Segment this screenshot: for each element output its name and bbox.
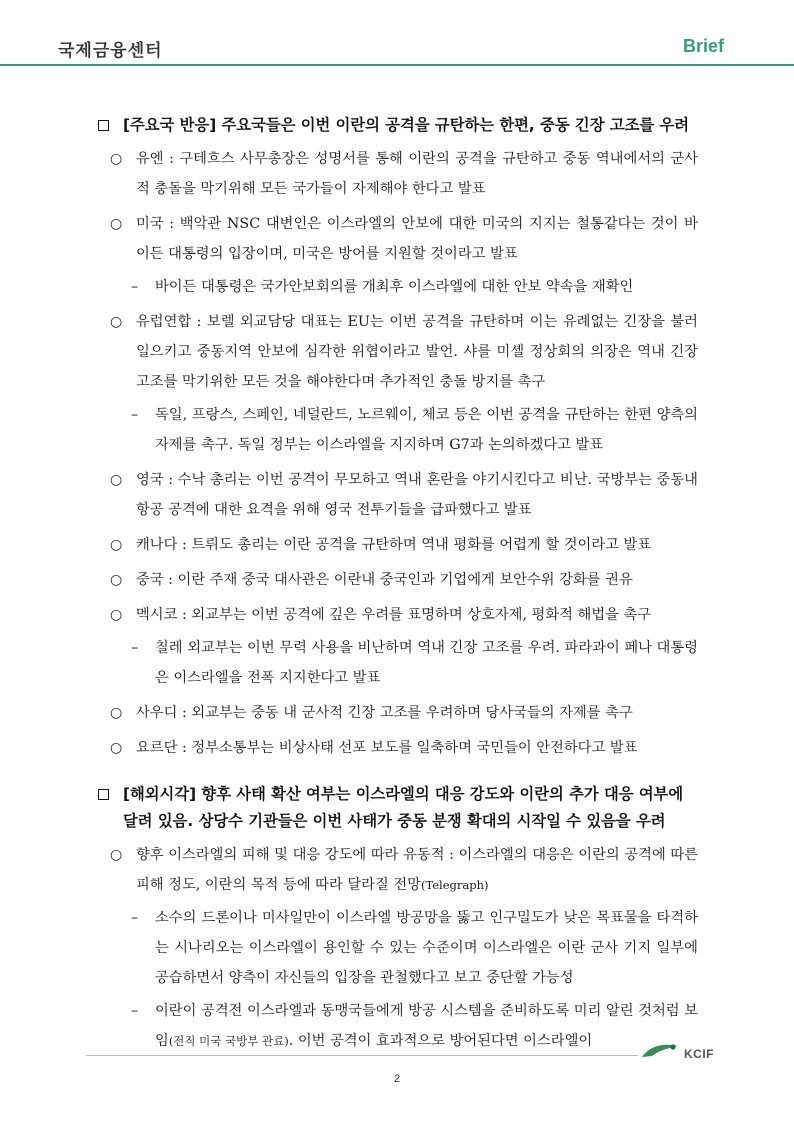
circle-bullet-icon: ○ — [110, 537, 123, 553]
list-item: ○ 요르단 : 정부소통부는 비상사태 선포 보도를 일축하며 국민들이 안전하다고 발표 — [0, 733, 794, 763]
list-item: ○ 유엔 : 구테흐스 사무총장은 성명서를 통해 이란의 공격을 규탄하고 중동 역내에서의 군사적 충돌을 막기위해 모든 국가들이 자제해야 한다고 발표 — [0, 144, 794, 204]
section-title: [해외시각] 향후 사태 확산 여부는 이스라엘의 대응 강도와 이란의 추가 대응 여부에 달려 있음. 상당수 기관들은 이번 사태가 중동 분쟁 확대의 시작일 수 있음을 우려 — [123, 785, 684, 830]
dash-bullet-icon: – — [131, 640, 139, 656]
dash-bullet-icon: – — [131, 910, 139, 926]
list-item: ○ 사우디 : 외교부는 중동 내 군사적 긴장 고조를 우려하며 당사국들의 자제를 촉구 — [0, 698, 794, 728]
header-divider — [0, 64, 794, 66]
source-note: (Telegraph) — [420, 878, 489, 892]
dash-bullet-icon: – — [131, 407, 139, 423]
footer-logo-text: KCIF — [684, 1047, 714, 1061]
sub-list-item: – 이란이 공격전 이스라엘과 동맹국들에게 방공 시스템을 준비하도록 미리 알린 것처럼 보임(전직 미국 국방부 관료). 이번 공격이 효과적으로 방어된다면 이스라엘이 — [0, 996, 794, 1056]
dash-bullet-icon: – — [131, 1003, 139, 1019]
list-item: ○ 유럽연합 : 보렐 외교담당 대표는 EU는 이번 공격을 규탄하며 이는 유례없는 긴장을 불러일으키고 중동지역 안보에 심각한 위협이라고 발언. 샤를 미셸 정상회의 의장은 역내 긴장 고조를 막기위한 모든 것을 해야한다며 추가적인 충돌 방지를 촉구 — [0, 307, 794, 397]
square-bullet-icon — [98, 120, 109, 131]
circle-bullet-icon: ○ — [110, 216, 123, 232]
page-number: 2 — [393, 1073, 401, 1085]
list-item: ○ 중국 : 이란 주재 중국 대사관은 이란내 중국인과 기업에게 보안수위 강화를 권유 — [0, 565, 794, 595]
dash-bullet-icon: – — [131, 279, 139, 295]
list-item: ○ 영국 : 수낙 총리는 이번 공격이 무모하고 역내 혼란을 야기시킨다고 비난. 국방부는 중동내 항공 공격에 대한 요격을 위해 영국 전투기들을 급파했다고 발표 — [0, 465, 794, 525]
circle-bullet-icon: ○ — [110, 740, 123, 756]
section-heading — [0, 112, 794, 139]
section-title: [주요국 반응] 주요국들은 이번 이란의 공격을 규탄하는 한편, 중동 긴장 고조를 우려 — [123, 116, 690, 134]
header-doc-type: Brief — [682, 36, 724, 56]
circle-bullet-icon: ○ — [110, 847, 123, 863]
document-body — [0, 108, 794, 1056]
circle-bullet-icon: ○ — [110, 472, 123, 488]
list-item: ○ 멕시코 : 외교부는 이번 공격에 깊은 우려를 표명하며 상호자제, 평화적 해법을 촉구 — [0, 600, 794, 630]
circle-bullet-icon: ○ — [110, 572, 123, 588]
kcif-logo-icon — [640, 1042, 680, 1060]
circle-bullet-icon: ○ — [110, 705, 123, 721]
circle-bullet-icon: ○ — [110, 314, 123, 330]
list-item: ○ 향후 이스라엘의 피해 및 대응 강도에 따라 유동적 : 이스라엘의 대응은 이란의 공격에 따른 피해 정도, 이란의 목적 등에 따라 달라질 전망(Telegraph) — [0, 840, 794, 900]
circle-bullet-icon: ○ — [110, 607, 123, 623]
square-bullet-icon — [98, 789, 109, 800]
sub-list-item: – 칠레 외교부는 이번 무력 사용을 비난하며 역내 긴장 고조를 우려. 파라과이 페나 대통령은 이스라엘을 전폭 지지한다고 발표 — [0, 633, 794, 693]
source-note: (전직 미국 국방부 관료) — [168, 1034, 289, 1048]
circle-bullet-icon: ○ — [110, 151, 123, 167]
sub-list-item: – 독일, 프랑스, 스페인, 네덜란드, 노르웨이, 체코 등은 이번 공격을 규탄하는 한편 양측의 자제를 촉구. 독일 정부는 이스라엘을 지지하며 G7과 논의하겠다고 발표 — [0, 400, 794, 460]
sub-list-item: – 바이든 대통령은 국가안보회의를 개최후 이스라엘에 대한 안보 약속을 재확인 — [0, 272, 794, 302]
footer-divider — [86, 1055, 638, 1056]
sub-list-item: – 소수의 드론이나 미사일만이 이스라엘 방공망을 뚫고 인구밀도가 낮은 목표물을 타격하는 시나리오는 이스라엘이 용인할 수 있는 수준이며 이스라엘은 이란 군사 기지 일부에 공습하면서 양측이 자신들의 입장을 관철했다고 보고 중단할 가능성 — [0, 903, 794, 993]
list-item: ○ 미국 : 백악관 NSC 대변인은 이스라엘의 안보에 대한 미국의 지지는 철통같다는 것이 바이든 대통령의 입장이며, 미국은 방어를 지원할 것이라고 발표 — [0, 209, 794, 269]
header-org: 국제금융센터 — [58, 41, 163, 61]
list-item: ○ 캐나다 : 트뤼도 총리는 이란 공격을 규탄하며 역내 평화를 어렵게 할 것이라고 발표 — [0, 530, 794, 560]
section-heading — [0, 781, 794, 835]
